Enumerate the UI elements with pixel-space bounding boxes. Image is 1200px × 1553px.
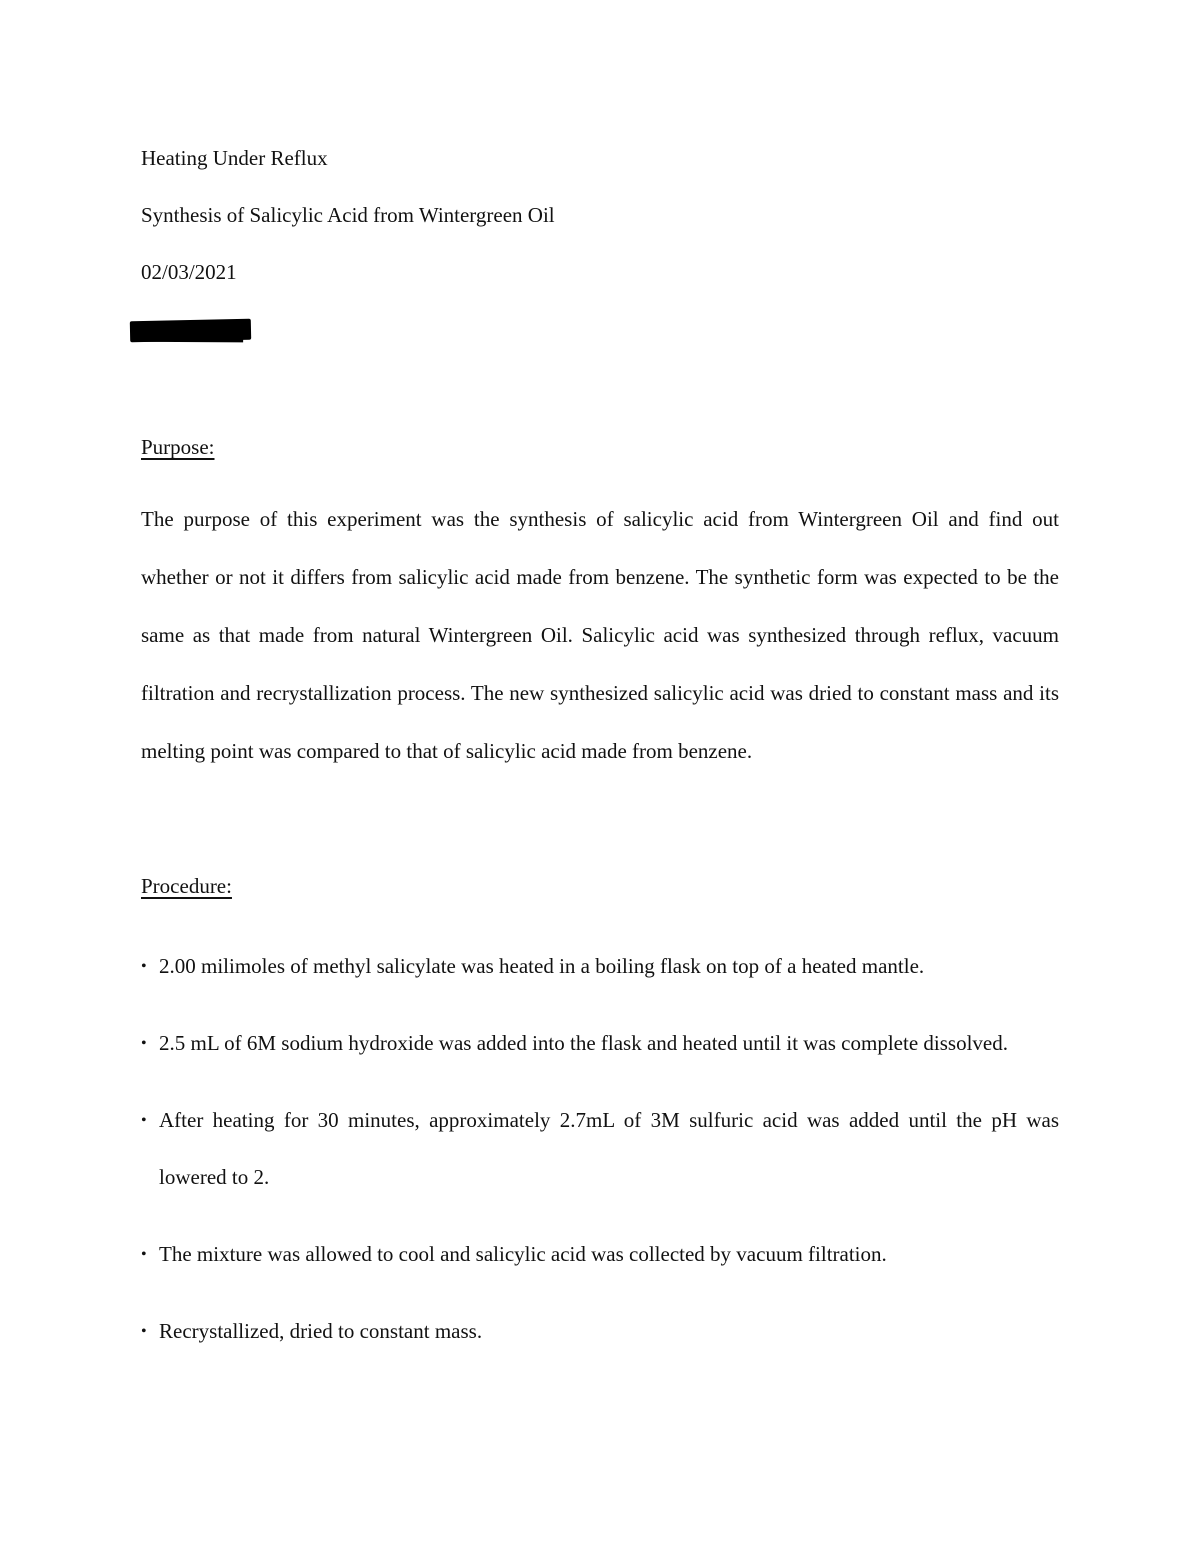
- bullet-icon: •: [141, 1246, 147, 1263]
- procedure-step: [141, 938, 1059, 995]
- redacted-author-name: [130, 319, 251, 343]
- purpose-heading: Purpose:: [141, 435, 215, 459]
- procedure-step-text: After heating for 30 minutes, approximately 2.7mL of 3M sulfuric acid was added until the pH was lowered to 2.: [159, 1108, 1059, 1189]
- bullet-icon: •: [141, 1035, 147, 1052]
- procedure-step-text: The mixture was allowed to cool and salicylic acid was collected by vacuum filtration.: [159, 1242, 887, 1266]
- bullet-icon: •: [141, 1323, 147, 1340]
- procedure-step-text: 2.5 mL of 6M sodium hydroxide was added into the flask and heated until it was complete dissolved.: [159, 1031, 1008, 1055]
- document-date: 02/03/2021: [141, 260, 237, 284]
- procedure-list: [141, 938, 1059, 1380]
- procedure-heading: Procedure:: [141, 874, 232, 898]
- bullet-icon: •: [141, 1112, 147, 1129]
- procedure-step-text: 2.00 milimoles of methyl salicylate was heated in a boiling flask on top of a heated mantle.: [159, 954, 925, 978]
- procedure-step: [141, 1092, 1059, 1206]
- document-subtitle: Synthesis of Salicylic Acid from Wintergreen Oil: [141, 203, 555, 227]
- document-title: Heating Under Reflux: [141, 146, 328, 170]
- procedure-step: [141, 1226, 1059, 1283]
- procedure-step-text: Recrystallized, dried to constant mass.: [159, 1319, 483, 1343]
- bullet-icon: •: [141, 958, 147, 975]
- procedure-step: [141, 1015, 1059, 1072]
- purpose-paragraph: The purpose of this experiment was the synthesis of salicylic acid from Wintergreen Oil and find out whether or not it differs from salicylic acid made from benzene. The synthetic form was expected to be the same as that made from natural Wintergreen Oil. Salicylic acid was synthesized through reflux, vacuum filtration and recrystallization process. The new synthesized salicylic acid was dried to constant mass and its melting point was compared to that of salicylic acid made from benzene.: [141, 507, 1059, 763]
- procedure-step: [141, 1303, 1059, 1360]
